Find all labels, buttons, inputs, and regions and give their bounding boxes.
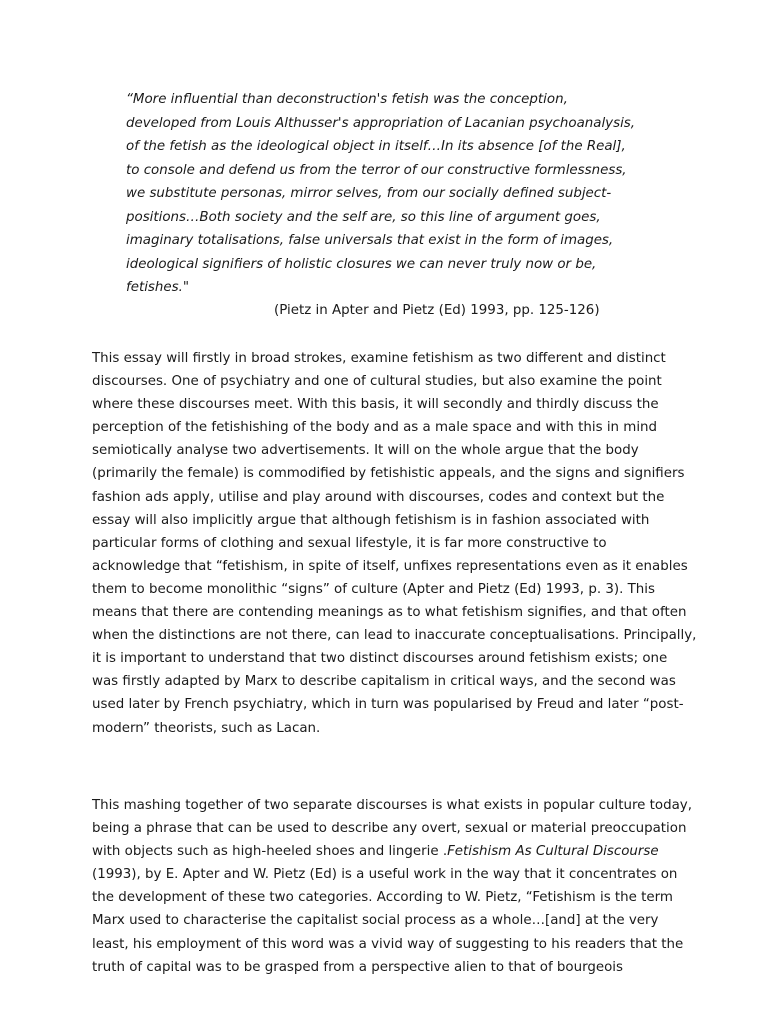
paragraph-line: when the distinctions are not there, can lead to inaccurate conceptualisations. Principally, xyxy=(92,628,697,644)
paragraph-line: was firstly adapted by Marx to describe capitalism in critical ways, and the second was xyxy=(92,674,676,690)
paragraph-line: the development of these two categories. According to W. Pietz, “Fetishism is the term xyxy=(92,890,673,906)
paragraph-line: This mashing together of two separate discourses is what exists in popular culture today, xyxy=(92,798,692,813)
paragraph-line: truth of capital was to be grasped from a perspective alien to that of bourgeois xyxy=(92,959,623,975)
paragraph-line: fashion ads apply, utilise and play around with discourses, codes and context but the xyxy=(92,489,665,505)
paragraph-line: particular forms of clothing and sexual lifestyle, it is far more constructive to xyxy=(92,535,607,551)
block-quote xyxy=(126,88,646,300)
paragraph-line: acknowledge that “fetishism, in spite of itself, unfixes representations even as it enables xyxy=(92,558,688,574)
body-paragraph-2 xyxy=(92,794,692,979)
paragraph-line: essay will also implicitly argue that although fetishism is in fashion associated with xyxy=(92,512,650,528)
paragraph-text: with objects such as high-heeled shoes and lingerie . xyxy=(92,844,448,860)
quote-line: positions…Both society and the self are, so this line of argument goes, xyxy=(126,209,601,225)
quote-citation: (Pietz in Apter and Pietz (Ed) 1993, pp. 125-126) xyxy=(274,303,600,318)
paragraph-line: perception of the fetishishing of the body and as a male space and with this in mind xyxy=(92,420,658,436)
body-paragraph-1 xyxy=(92,347,697,740)
paragraph-line xyxy=(92,840,682,863)
paragraph-line: semiotically analyse two advertisements. It will on the whole argue that the body xyxy=(92,443,639,459)
quote-line: to console and defend us from the terror of our constructive formlessness, xyxy=(126,162,627,178)
paragraph-line: least, his employment of this word was a vivid way of suggesting to his readers that the xyxy=(92,936,684,952)
paragraph-line: discourses. One of psychiatry and one of cultural studies, but also examine the point xyxy=(92,374,662,390)
paragraph-line: used later by French psychiatry, which in turn was popularised by Freud and later “post- xyxy=(92,697,684,713)
paragraph-line: where these discourses meet. With this basis, it will secondly and thirdly discuss the xyxy=(92,397,659,413)
quote-line: imaginary totalisations, false universals that exist in the form of images, xyxy=(126,233,614,248)
paragraph-line: it is important to understand that two distinct discourses around fetishism exists; one xyxy=(92,651,668,667)
quote-line: ideological signifiers of holistic closures we can never truly now or be, xyxy=(126,256,597,272)
quote-line: of the fetish as the ideological object in itself…In its absence [of the Real], xyxy=(126,139,626,154)
paragraph-line: them to become monolithic “signs” of culture (Apter and Pietz (Ed) 1993, p. 3). This xyxy=(92,581,655,597)
paragraph-line: This essay will firstly in broad strokes, examine fetishism as two different and distinct xyxy=(92,351,666,366)
paragraph-line: means that there are contending meanings as to what fetishism signifies, and that often xyxy=(92,605,687,621)
quote-line: we substitute personas, mirror selves, from our socially defined subject- xyxy=(126,186,612,201)
book-title: Fetishism As Cultural Discourse xyxy=(447,844,659,860)
paragraph-line: Marx used to characterise the capitalist social process as a whole…[and] at the very xyxy=(92,913,659,929)
quote-line: fetishes." xyxy=(126,280,190,295)
paragraph-line: modern” theorists, such as Lacan. xyxy=(92,720,321,736)
quote-line: “More influential than deconstruction's fetish was the conception, xyxy=(126,92,568,107)
paragraph-line: being a phrase that can be used to describe any overt, sexual or material preoccupation xyxy=(92,821,687,837)
paragraph-line: (primarily the female) is commodified by fetishistic appeals, and the signs and signifiers xyxy=(92,466,685,482)
paragraph-line: (1993), by E. Apter and W. Pietz (Ed) is a useful work in the way that it concentrates on xyxy=(92,867,678,883)
quote-line: developed from Louis Althusser's appropriation of Lacanian psychoanalysis, xyxy=(126,115,636,131)
